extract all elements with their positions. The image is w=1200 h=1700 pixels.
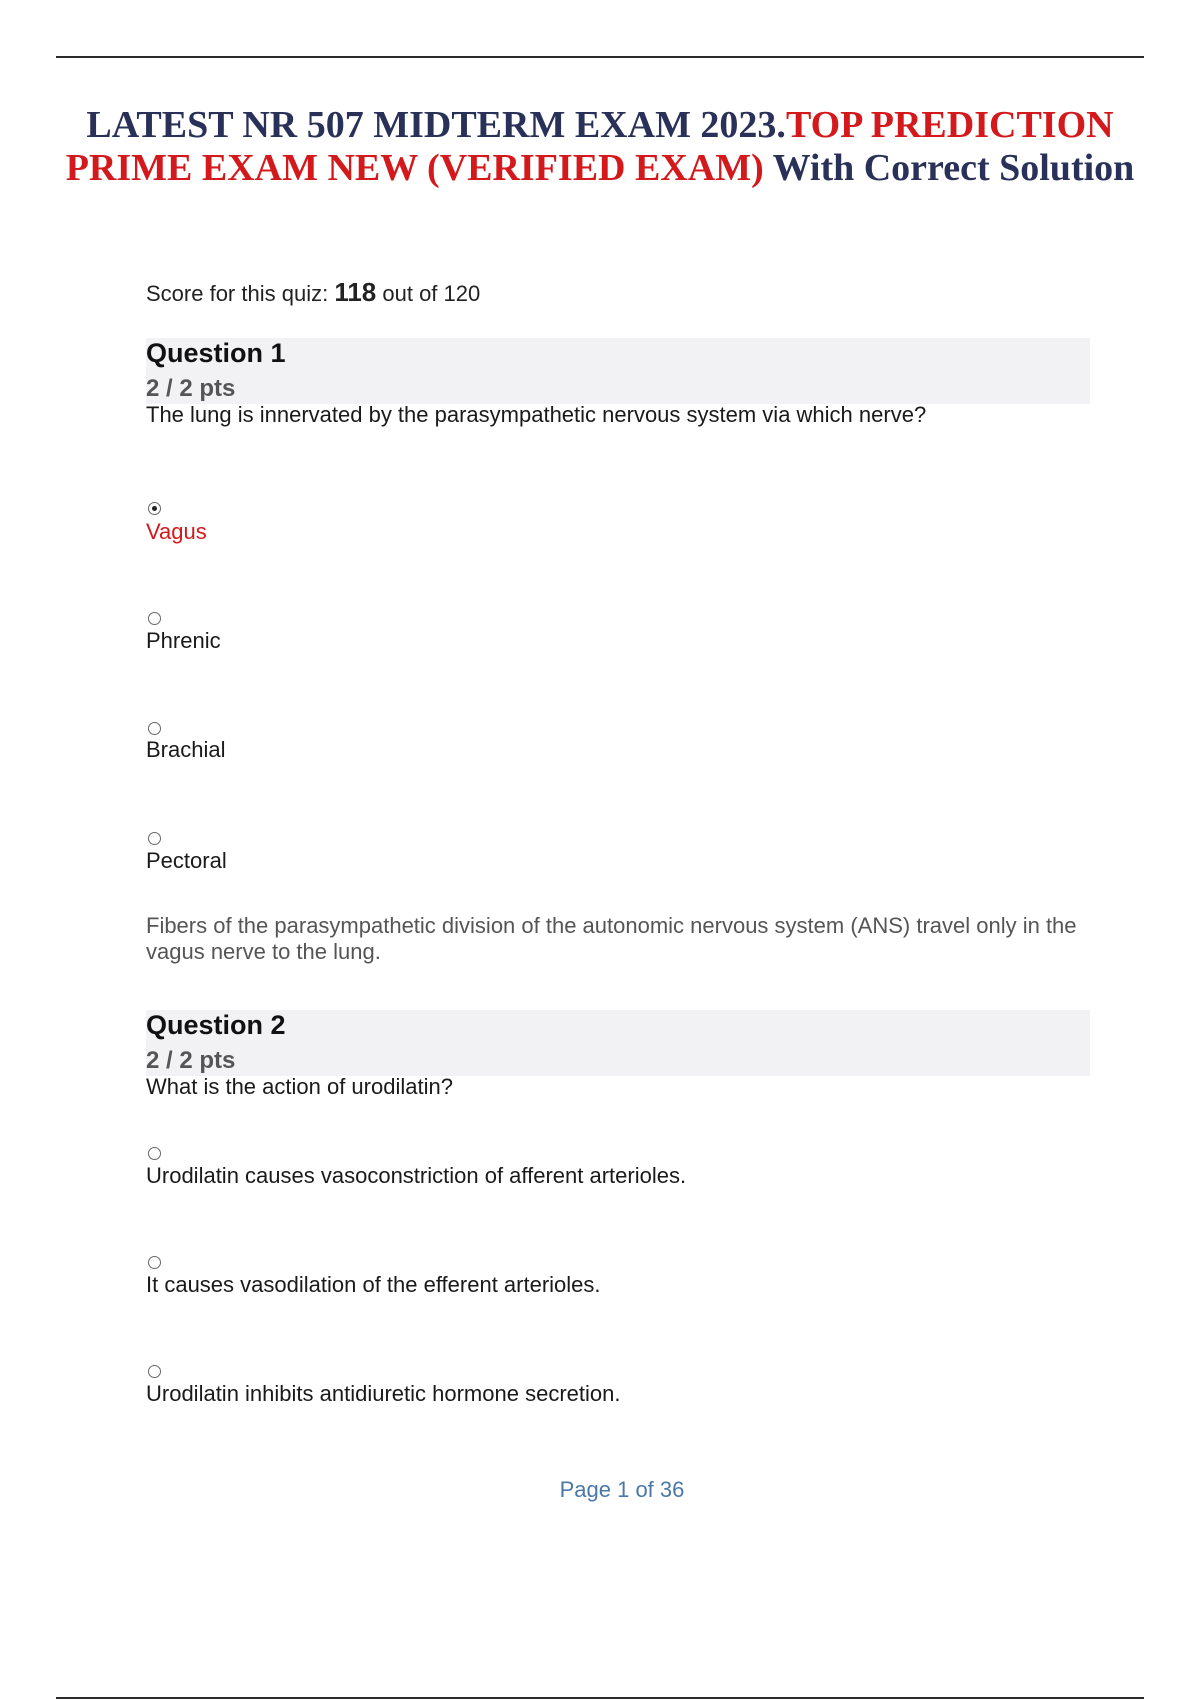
question-1-option-3[interactable]: Brachial: [146, 737, 226, 762]
title-part-3: With Correct Solution: [763, 147, 1135, 189]
question-2-title: Question 2: [146, 1010, 286, 1040]
quiz-score: [146, 277, 480, 308]
question-2-option-3[interactable]: Urodilatin inhibits antidiuretic hormone secretion.: [146, 1381, 621, 1406]
bottom-divider: [56, 1697, 1144, 1699]
top-divider: [56, 56, 1144, 58]
question-2-option-1-radio[interactable]: [148, 1147, 161, 1160]
question-1-option-4-radio[interactable]: [148, 832, 161, 845]
score-value: 118: [334, 277, 377, 307]
title-part-2: TOP PREDICTION PRIME EXAM NEW (VERIFIED EXAM): [65, 104, 1114, 189]
score-suffix: out of 120: [376, 281, 481, 306]
question-1-option-1[interactable]: Vagus: [146, 519, 207, 544]
document-title: [30, 104, 1170, 190]
question-2-option-2-radio[interactable]: [148, 1256, 161, 1269]
question-2-header: [146, 1010, 1090, 1076]
question-1-title: Question 1: [146, 338, 286, 368]
question-1-option-3-radio[interactable]: [148, 722, 161, 735]
question-1-points: 2 / 2 pts: [146, 375, 236, 402]
question-1-header: [146, 338, 1090, 404]
question-2-option-3-radio[interactable]: [148, 1365, 161, 1378]
question-2-option-2[interactable]: It causes vasodilation of the efferent arterioles.: [146, 1272, 601, 1297]
page-number: Page 1 of 36: [559, 1477, 685, 1502]
question-2-text: What is the action of urodilatin?: [146, 1074, 453, 1099]
title-part-1: LATEST NR 507 MIDTERM EXAM 2023.: [86, 104, 786, 146]
question-1-option-2[interactable]: Phrenic: [146, 628, 221, 653]
score-label: Score for this quiz:: [146, 281, 335, 306]
question-1-option-2-radio[interactable]: [148, 612, 161, 625]
question-1-text: The lung is innervated by the parasympathetic nervous system via which nerve?: [146, 402, 927, 427]
question-2-points: 2 / 2 pts: [146, 1047, 236, 1074]
question-2-option-1[interactable]: Urodilatin causes vasoconstriction of afferent arterioles.: [146, 1163, 687, 1188]
question-1-explanation: Fibers of the parasympathetic division of the autonomic nervous system (ANS) travel only in the vagus nerve to the lung.: [146, 913, 1077, 964]
question-1-option-1-radio[interactable]: [148, 502, 161, 515]
question-1-option-4[interactable]: Pectoral: [146, 848, 227, 873]
